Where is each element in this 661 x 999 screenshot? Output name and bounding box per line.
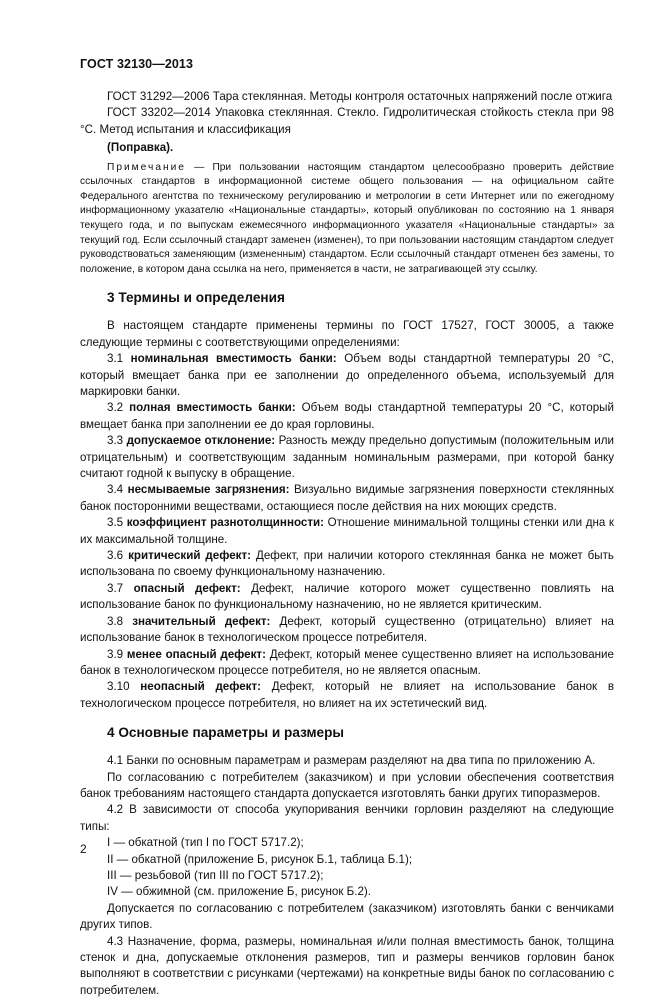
term-name: полная вместимость банки:	[129, 401, 296, 415]
term-definition	[80, 581, 614, 614]
note-paragraph	[80, 161, 614, 278]
term-name: несмываемые загрязнения:	[127, 483, 290, 497]
term-text: Дефект, который существенно (отрицательно) влияет на использование банок в технологическом процессе потребителя.	[80, 614, 614, 645]
term-name: неопасный дефект:	[140, 680, 262, 694]
term-name: коэффициент разнотолщинности:	[126, 516, 324, 530]
neck-type-item: IV — обжимной (см. приложение Б, рисунок Б.2).	[107, 885, 372, 899]
term-definition	[80, 548, 614, 581]
term-definition	[80, 679, 614, 712]
neck-type-item: I — обкатной (тип I по ГОСТ 5717.2);	[107, 836, 304, 850]
term-number: 3.9	[107, 647, 124, 661]
term-definition	[80, 433, 614, 482]
note-label: Примечание	[107, 161, 186, 173]
term-text: Дефект, который не влияет на использование банок в технологическом процессе потребителя, но влияет на их эстетический вид.	[80, 680, 614, 710]
term-number: 3.4	[107, 483, 124, 497]
section-3-heading: 3 Термины и определения	[107, 290, 285, 306]
paragraph: По согласованию с потребителем (заказчиком) и при условии обеспечения соответствия банок требованиям настоящего стандарта допускается изготовлять банки других типоразмеров.	[80, 770, 614, 800]
page-number: 2	[80, 842, 87, 856]
term-name: значительный дефект:	[132, 614, 271, 628]
term-number: 3.1	[107, 352, 124, 366]
term-number: 3.3	[107, 434, 124, 448]
paragraph: 4.3 Назначение, форма, размеры, номинальная и/или полная вместимость банок, толщина стенок и дна, допускаемые отклонения размеров, тип и размеры венчиков горловин банок выполняют в соответствии с рисунками (чертежами) на конкретные виды банок по согласованию с потребителем.	[80, 934, 614, 997]
term-name: критический дефект:	[128, 549, 252, 563]
term-name: менее опасный дефект:	[126, 647, 266, 661]
term-text: Дефект, наличие которого может существенно повлиять на использование банок по функциональному назначению, но не является критическим.	[80, 581, 614, 612]
term-text: Объем воды стандартной температуры 20 °С, который вмещает банка при ее заполнении до определенного объема, используемый для маркировки банки.	[80, 352, 614, 398]
page-content	[80, 89, 614, 999]
term-name: номинальная вместимость банки:	[130, 352, 337, 366]
term-number: 3.2	[107, 401, 124, 415]
neck-type-item: II — обкатной (приложение Б, рисунок Б.1, таблица Б.1);	[107, 852, 413, 866]
term-text: Разность между предельно допустимым (положительным или отрицательным) и соответствующим заданным номинальным размерами, при которой банку считают годной к выпуску в обращение.	[80, 434, 614, 481]
paragraph: 4.1 Банки по основным параметрам и размерам разделяют на два типа по приложению А.	[107, 754, 596, 768]
reference-item: ГОСТ 31292—2006 Тара стеклянная. Методы контроля остаточных напряжений после отжига	[107, 90, 613, 103]
term-definition	[80, 351, 614, 400]
neck-type-item: III — резьбовой (тип III по ГОСТ 5717.2);	[107, 868, 324, 882]
term-name: опасный дефект:	[133, 581, 241, 595]
note-text: — При пользовании настоящим стандартом целесообразно проверить действие ссылочных стандартов в информационной системе общего пользования — на официальном сайте Федерального агентства по техническому регулированию и метрологии в сети Интернет или по ежегодному информационному указателю «Национальные стандарты», который опубликован по состоянию на 1 января текущего года, и по выпускам ежемесячного информационного указателя «Национальные стандарты» за текущий год. Если ссылочный стандарт заменен (изменен), то при пользовании настоящим стандартом следует руководствоваться заменяющим (измененным) стандартом. Если ссылочный стандарт отменен без замены, то положение, в котором дана ссылка на него, применяется в части, не затрагивающей эту ссылку.	[80, 161, 614, 275]
term-number: 3.8	[107, 614, 124, 628]
term-text: Объем воды стандартной температуры 20 °С, который вмещает банка при заполнении ее до края горловины.	[80, 401, 614, 431]
term-definition	[80, 400, 614, 433]
term-text: Отношение минимальной толщины стенки или дна к их максимальной толщине.	[80, 516, 614, 546]
term-name: допускаемое отклонение:	[126, 434, 276, 448]
reference-item: ГОСТ 33202—2014 Упаковка стеклянная. Стекло. Гидролитическая стойкость стекла при 98 °С. Метод испытания и классификация	[80, 106, 614, 136]
section-3-intro: В настоящем стандарте применены термины по ГОСТ 17527, ГОСТ 30005, а также следующие термины с соответствующими определениями:	[80, 319, 614, 349]
paragraph: 4.2 В зависимости от способа укупоривания венчики горловин разделяют на следующие типы:	[80, 803, 614, 833]
term-number: 3.10	[107, 680, 130, 694]
term-number: 3.7	[107, 581, 124, 595]
page-header: ГОСТ 32130—2013	[80, 57, 194, 71]
term-number: 3.5	[107, 516, 124, 530]
term-definition	[80, 515, 614, 548]
paragraph: Допускается по согласованию с потребителем (заказчиком) изготовлять банки с венчиками других типов.	[80, 901, 614, 932]
amendment-label: (Поправка).	[107, 141, 174, 155]
term-text: Визуально видимые загрязнения поверхности стеклянных банок посторонними веществами, остающиеся после действия на них моющих средств.	[80, 483, 614, 513]
section-4-heading: 4 Основные параметры и размеры	[107, 725, 345, 741]
term-definition	[80, 614, 614, 647]
term-definition	[80, 647, 614, 680]
term-text: Дефект, при наличии которого стеклянная банка не может быть использована по своему функциональному назначению.	[80, 549, 614, 579]
term-text: Дефект, который менее существенно влияет на использование банок в технологическом процессе потребителя, но не является опасным.	[80, 647, 614, 677]
term-number: 3.6	[107, 549, 124, 563]
term-definition	[80, 482, 614, 515]
